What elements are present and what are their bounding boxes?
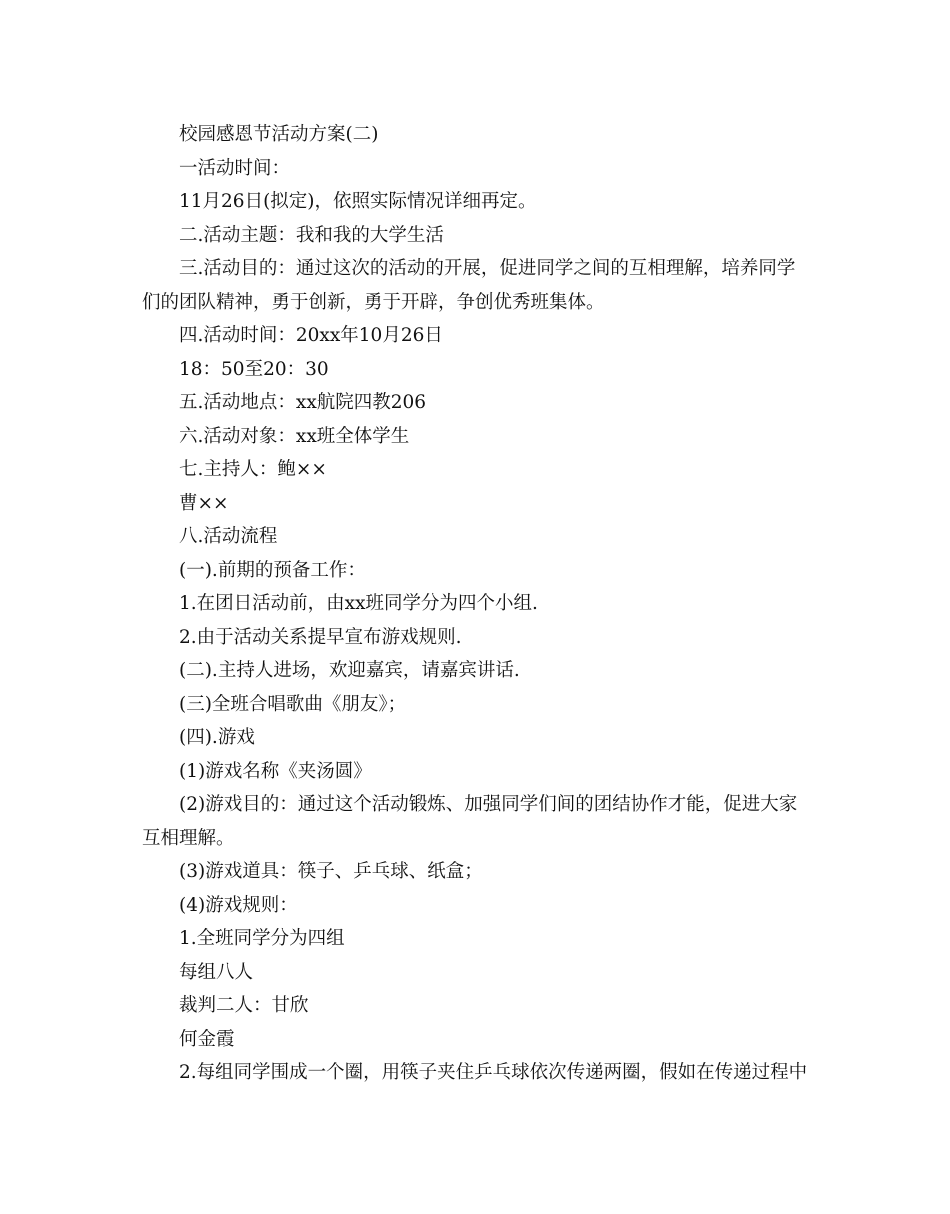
doc-line: (一).前期的预备工作： [179,559,366,581]
doc-line: 2.由于活动关系提早宣布游戏规则. [179,626,462,648]
doc-title: 校园感恩节活动方案(二) [179,124,379,145]
doc-line: 11月26日(拟定)，依照实际情况详细再定。 [179,191,537,212]
doc-line: 1.在团日活动前，由xx班同学分为四个小组. [179,593,538,614]
doc-line: 七.主持人：鲍×× [179,459,327,480]
doc-line: 二.活动主题：我和我的大学生活 [179,224,444,246]
doc-line: 六.活动对象：xx班全体学生 [179,425,410,447]
doc-line: 一活动时间： [179,157,291,179]
doc-line: (1)游戏名称《夹汤圆》 [179,760,372,782]
doc-line: (四).游戏 [179,727,255,748]
doc-line: 四.活动时间：20xx年10月26日 [179,325,443,346]
doc-line: (3)游戏道具：筷子、乒乓球、纸盒； [179,861,483,882]
doc-line: 五.活动地点：xx航院四教206 [179,392,427,413]
doc-line: 1.全班同学分为四组 [179,928,345,949]
doc-line: 何金霞 [179,1028,235,1050]
doc-line: 2.每组同学围成一个圈，用筷子夹住乒乓球依次传递两圈，假如在传递过程中 [179,1062,808,1083]
doc-line: 18：50至20：30 [179,358,329,380]
doc-line: 裁判二人：甘欣 [179,995,309,1016]
doc-line: 互相理解。 [142,827,235,849]
doc-line: (2)游戏目的：通过这个活动锻炼、加强同学们间的团结协作才能，促进大家 [179,794,798,815]
doc-line: 每组八人 [179,961,254,983]
doc-line: (三)全班合唱歌曲《朋友》； [179,693,407,715]
doc-line: (4)游戏规则： [179,894,298,916]
document-body [142,118,817,1090]
doc-line: 八.活动流程 [179,526,278,547]
doc-line: 三.活动目的：通过这次的活动的开展，促进同学之间的互相理解，培养同学 [179,258,796,279]
doc-line: (二).主持人进场，欢迎嘉宾，请嘉宾讲话. [179,660,520,681]
doc-line: 曹×× [179,492,229,514]
doc-line: 们的团队精神，勇于创新，勇于开辟，争创优秀班集体。 [142,291,605,313]
